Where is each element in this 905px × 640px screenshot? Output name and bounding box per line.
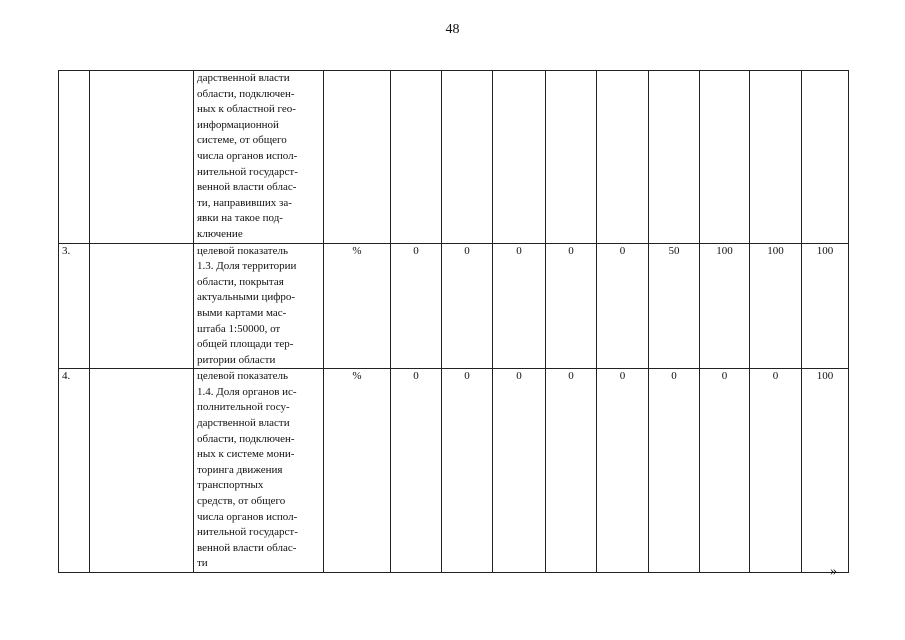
value-cell: 50 (649, 243, 700, 369)
empty-cell (90, 369, 194, 573)
value-cell: 100 (750, 243, 802, 369)
value-cell: 0 (546, 243, 597, 369)
value-cell (700, 71, 750, 244)
end-quote-mark: » (830, 564, 837, 579)
row-number-cell: 3. (59, 243, 90, 369)
value-cell: 0 (442, 369, 493, 573)
indicator-table (58, 70, 849, 573)
value-cell: 0 (597, 243, 649, 369)
value-cell: 0 (750, 369, 802, 573)
page-number: 48 (445, 22, 460, 37)
value-cell: 0 (546, 369, 597, 573)
value-cell: 0 (391, 243, 442, 369)
value-cell: 0 (649, 369, 700, 573)
value-cell (546, 71, 597, 244)
value-cell: 100 (802, 243, 849, 369)
indicator-description-cell: целевой показатель 1.3. Доля территории области, покрытая актуальными цифро- выми картами мас- штаба 1:50000, от общей площади тер- ритории области (194, 243, 324, 369)
table-row (59, 71, 849, 244)
value-cell: 100 (802, 369, 849, 573)
table-row (59, 243, 849, 369)
table-row (59, 369, 849, 573)
empty-cell (90, 243, 194, 369)
value-cell: 0 (597, 369, 649, 573)
value-cell: 0 (442, 243, 493, 369)
value-cell (750, 71, 802, 244)
indicator-description-cell: целевой показатель 1.4. Доля органов ис- полнительной госу- дарственной власти области, подключен- ных к системе мони- торинга движения транспортных средств, от общего числа органов испол- нительной государст- венной власти облас- ти (194, 369, 324, 573)
unit-cell: % (324, 243, 391, 369)
value-cell (649, 71, 700, 244)
unit-cell: % (324, 369, 391, 573)
row-number-cell (59, 71, 90, 244)
empty-cell (90, 71, 194, 244)
value-cell: 100 (700, 243, 750, 369)
value-cell (391, 71, 442, 244)
indicator-description-cell: дарственной власти области, подключен- ных к областной гео- информационной системе, от общего числа органов испол- нительной государст- венной власти облас- ти, направивших за- явки на такое под- ключение (194, 71, 324, 244)
value-cell: 0 (700, 369, 750, 573)
value-cell: 0 (493, 369, 546, 573)
unit-cell (324, 71, 391, 244)
row-number-cell: 4. (59, 369, 90, 573)
value-cell (802, 71, 849, 244)
value-cell: 0 (391, 369, 442, 573)
value-cell: 0 (493, 243, 546, 369)
value-cell (493, 71, 546, 244)
value-cell (597, 71, 649, 244)
value-cell (442, 71, 493, 244)
